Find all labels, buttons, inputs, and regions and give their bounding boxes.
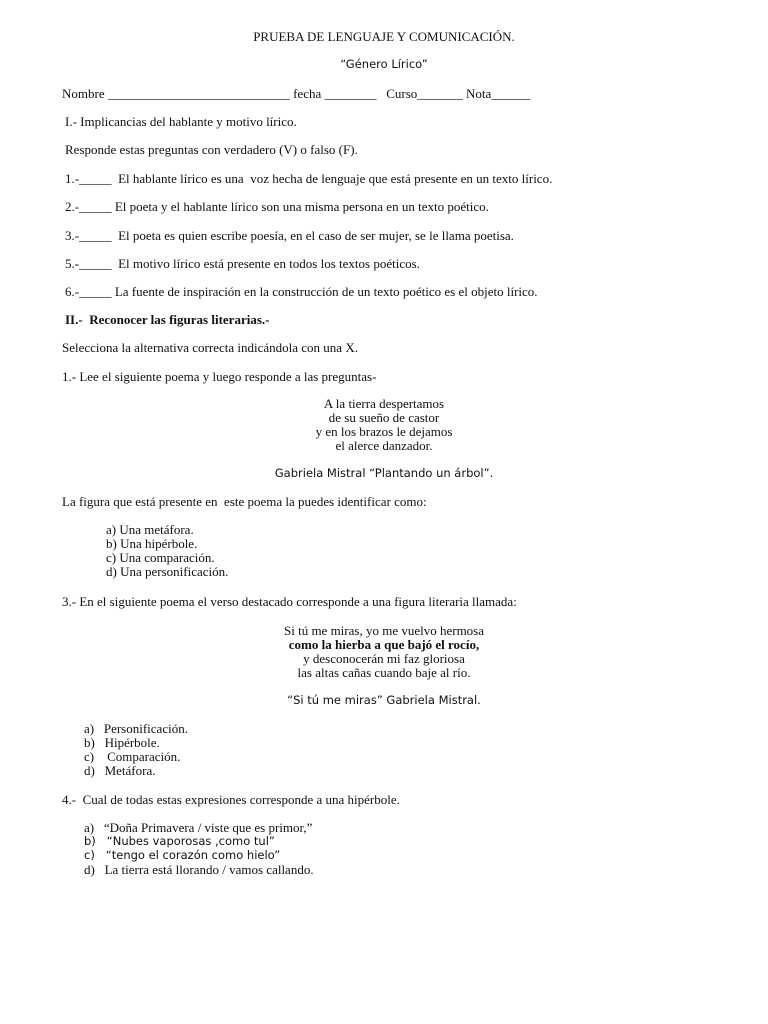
page-title: PRUEBA DE LENGUAJE Y COMUNICACIÓN.: [253, 29, 515, 44]
question1-text: La figura que está presente en este poema la puedes identificar como:: [62, 494, 427, 509]
poem2-attribution: “Si tú me miras” Gabriela Mistral.: [287, 693, 481, 707]
true-false-item: 3.-_____ El poeta es quien escribe poesía, en el caso de ser mujer, se le llama poetisa.: [65, 228, 514, 243]
question3-option: d) Metáfora.: [84, 763, 156, 778]
question1-option: c) Una comparación.: [106, 550, 215, 565]
question1-option: b) Una hipérbole.: [106, 536, 198, 551]
student-info-line: Nombre ____________________________ fecha ________ Curso_______ Nota______: [62, 86, 531, 101]
poem2-line: Si tú me miras, yo me vuelvo hermosa: [283, 623, 485, 638]
question3-prompt: 3.- En el siguiente poema el verso destacado corresponde a una figura literaria llamada:: [62, 594, 517, 609]
poem1-line: de su sueño de castor: [328, 410, 440, 425]
section2-heading: II.- Reconocer las figuras literarias.-: [65, 312, 270, 327]
poem2-line: las altas cañas cuando baje al río.: [297, 665, 471, 680]
question4-prompt: 4.- Cual de todas estas expresiones corresponde a una hipérbole.: [62, 792, 400, 807]
poem2-line: y desconocerán mi faz gloriosa: [303, 651, 465, 666]
true-false-item: 1.-_____ El hablante lírico es una voz hecha de lenguaje que está presente en un texto lírico.: [65, 171, 553, 186]
poem1-line: y en los brazos le dejamos: [315, 424, 453, 439]
poem1-attribution: Gabriela Mistral “Plantando un árbol”.: [274, 466, 494, 480]
poem2-highlighted-line: como la hierba a que bajó el rocío,: [288, 637, 480, 652]
question3-option: c) Comparación.: [84, 749, 181, 764]
question4-option: b) “Nubes vaporosas ,como tul”: [84, 834, 275, 848]
question1-option: a) Una metáfora.: [106, 522, 194, 537]
question3-option: a) Personificación.: [84, 721, 188, 736]
question4-option: a) “Doña Primavera / viste que es primor,”: [84, 820, 313, 835]
poem1-line: A la tierra despertamos: [323, 396, 445, 411]
true-false-item: 2.-_____ El poeta y el hablante lírico son una misma persona en un texto poético.: [65, 199, 489, 214]
section2-instruction: Selecciona la alternativa correcta indicándola con una X.: [62, 340, 358, 355]
poem1-line: el alerce danzador.: [335, 438, 433, 453]
question4-option: d) La tierra está llorando / vamos callando.: [84, 862, 314, 877]
true-false-item: 5.-_____ El motivo lírico está presente en todos los textos poéticos.: [65, 256, 420, 271]
question1-prompt: 1.- Lee el siguiente poema y luego responde a las preguntas-: [62, 369, 377, 384]
page-subtitle: “Género Lírico”: [340, 57, 428, 71]
question1-option: d) Una personificación.: [106, 564, 229, 579]
question4-option: c) “tengo el corazón como hielo”: [84, 848, 281, 862]
true-false-item: 6.-_____ La fuente de inspiración en la construcción de un texto poético es el objeto lírico.: [65, 284, 538, 299]
section1-instruction: Responde estas preguntas con verdadero (V) o falso (F).: [65, 142, 358, 157]
section1-heading: I.- Implicancias del hablante y motivo lírico.: [65, 114, 297, 129]
question3-option: b) Hipérbole.: [84, 735, 160, 750]
